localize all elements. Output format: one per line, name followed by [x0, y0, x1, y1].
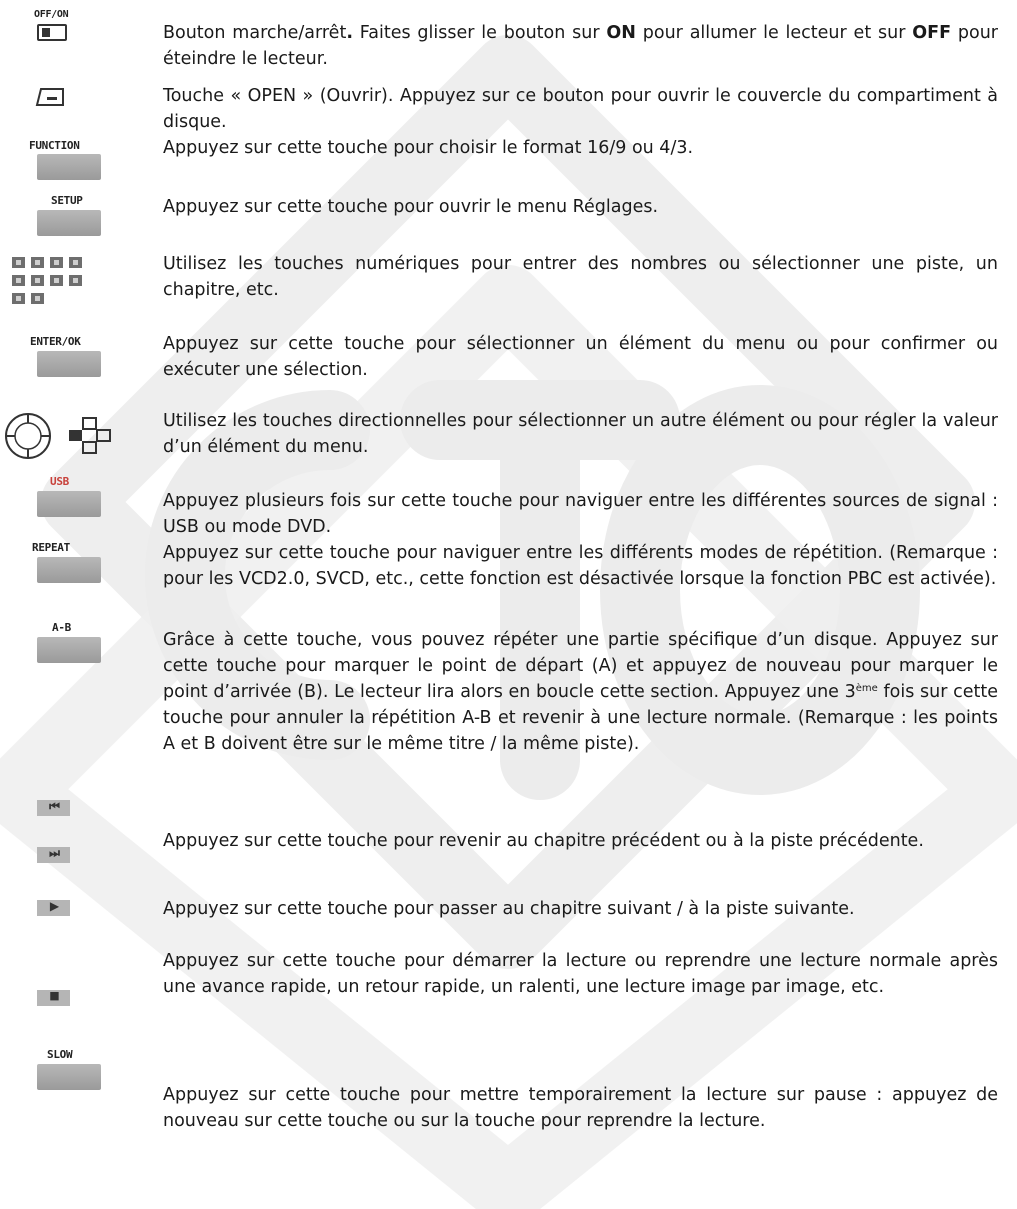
desc-enter: Appuyez sur cette touche pour sélectionner un élément du menu ou pour confirmer ou exécuter une sélection.: [163, 334, 998, 380]
previous-icon: ⏮: [37, 800, 70, 816]
setup-label: SETUP: [51, 194, 83, 207]
usb-label: USB: [50, 475, 69, 488]
desc-next: Appuyez sur cette touche pour passer au chapitre suivant / à la piste suivante.: [163, 899, 855, 919]
ab-label: A-B: [52, 621, 71, 634]
desc-power: Bouton marche/arrêt. Faites glisser le bouton sur ON pour allumer le lecteur et sur OFF pour éteindre le lecteur.: [163, 23, 998, 69]
desc-pause: Appuyez sur cette touche pour mettre temporairement la lecture sur pause : appuyez de nouveau sur cette touche ou sur la touche pour reprendre la lecture.: [163, 1085, 998, 1131]
repeat-button-icon: [37, 557, 101, 583]
desc-previous: Appuyez sur cette touche pour revenir au chapitre précédent ou à la piste précédente.: [163, 831, 924, 851]
slow-button-icon: [37, 1064, 101, 1090]
repeat-label: REPEAT: [32, 541, 70, 554]
desc-setup: Appuyez sur cette touche pour ouvrir le menu Réglages.: [163, 197, 659, 217]
onoff-label: OFF/ON: [34, 9, 69, 20]
next-icon: ⏭: [37, 847, 70, 863]
enter-button-icon: [37, 351, 101, 377]
setup-button-icon: [37, 210, 101, 236]
enter-label: ENTER/OK: [30, 335, 81, 348]
function-button-icon: [37, 154, 101, 180]
slow-label: SLOW: [47, 1048, 73, 1061]
desc-usb: Appuyez plusieurs fois sur cette touche pour naviguer entre les différentes sources de signal : USB ou mode DVD.: [163, 491, 998, 537]
power-switch-icon: [37, 24, 67, 41]
desc-function: Appuyez sur cette touche pour choisir le format 16/9 ou 4/3.: [163, 138, 694, 158]
stop-icon: ■: [37, 990, 70, 1006]
desc-ab: Grâce à cette touche, vous pouvez répéter une partie spécifique d’un disque. Appuyez sur cette touche pour marquer le point de départ (A) et appuyez de nouveau pour marquer le point d’arrivée (B). Le lecteur lira alors en boucle cette section. Appuyez une 3ème fois sur cette touche pour annuler la répétition A-B et revenir à une lecture normale. (Remarque : les points A et B doivent être sur le même titre / la même piste).: [163, 630, 998, 754]
ab-button-icon: [37, 637, 101, 663]
desc-numeric: Utilisez les touches numériques pour entrer des nombres ou sélectionner une piste, un chapitre, etc.: [163, 254, 998, 300]
directional-keys-icon: [2, 410, 142, 462]
play-icon: ▶: [37, 900, 70, 916]
function-label: FUNCTION: [29, 139, 80, 152]
open-icon: [35, 85, 65, 107]
desc-play: Appuyez sur cette touche pour démarrer la lecture ou reprendre une lecture normale après une avance rapide, un retour rapide, un ralenti, une lecture image par image, etc.: [163, 951, 998, 997]
desc-open: Touche « OPEN » (Ouvrir). Appuyez sur ce bouton pour ouvrir le couvercle du compartiment à disque.: [163, 86, 998, 132]
desc-repeat: Appuyez sur cette touche pour naviguer entre les différents modes de répétition. (Remarque : pour les VCD2.0, SVCD, etc., cette fonction est désactivée lorsque la fonction PBC est activée).: [163, 543, 998, 589]
desc-directional: Utilisez les touches directionnelles pour sélectionner un autre élément ou pour régler la valeur d’un élément du menu.: [163, 411, 998, 457]
usb-button-icon: [37, 491, 101, 517]
